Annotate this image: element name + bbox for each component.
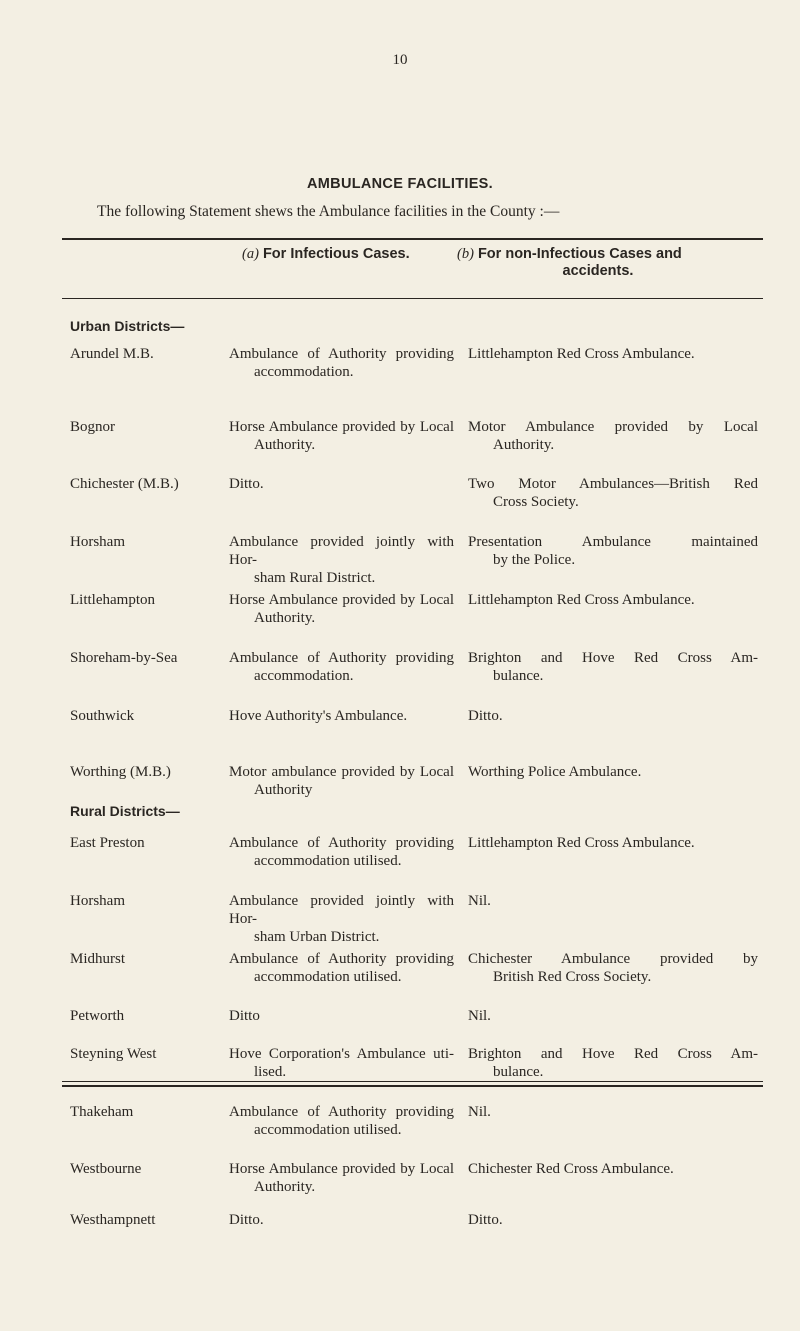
cell-line: Presentation Ambulance maintained (468, 534, 758, 550)
infectious-cases-cell (229, 475, 454, 493)
cell-line: Hove Corporation's Ambulance uti- (229, 1046, 454, 1062)
cell-line: Ditto (229, 1008, 260, 1024)
cell-line: Brighton and Hove Red Cross Am- (468, 1046, 758, 1062)
cell-line: accommodation utilised. (254, 1122, 402, 1138)
infectious-cases-cell (229, 707, 454, 725)
infectious-cases-cell (229, 1103, 454, 1139)
district-name: Arundel M.B. (70, 346, 154, 362)
non-infectious-cases-cell (468, 763, 758, 781)
non-infectious-cases-cell (468, 1103, 758, 1121)
district-name: Westhampnett (70, 1212, 156, 1228)
cell-line: Nil. (468, 893, 491, 909)
cell-line: Ditto. (229, 476, 264, 492)
column-letter-a: (a) (242, 246, 259, 262)
district-name: Bognor (70, 419, 115, 435)
cell-line: sham Rural District. (254, 570, 376, 586)
infectious-cases-cell (229, 649, 454, 685)
page-title: AMBULANCE FACILITIES. (307, 176, 493, 192)
district-name: Southwick (70, 708, 135, 724)
district-name: Petworth (70, 1008, 125, 1024)
cell-line: Authority. (254, 437, 316, 453)
cell-line: by the Police. (493, 552, 576, 568)
district-name: Horsham (70, 534, 125, 550)
cell-line: Horse Ambulance provided by Local (229, 1161, 454, 1177)
infectious-cases-cell (229, 950, 454, 986)
cell-line: accommodation utilised. (254, 853, 402, 869)
cell-line: Ditto. (468, 708, 503, 724)
cell-line: sham Urban District. (254, 929, 380, 945)
column-header-b-text-line2: accidents. (562, 263, 634, 279)
cell-line: Worthing Police Ambulance. (468, 764, 642, 780)
non-infectious-cases-cell (468, 950, 758, 986)
cell-line: Ditto. (468, 1212, 503, 1228)
table-top-rule (62, 238, 763, 240)
district-name: Steyning West (70, 1046, 157, 1062)
non-infectious-cases-cell (468, 591, 758, 609)
district-name: Westbourne (70, 1161, 142, 1177)
intro-text: The following Statement shews the Ambulance facilities in the County :— (97, 203, 560, 220)
non-infectious-cases-cell (468, 533, 758, 569)
non-infectious-cases-cell (468, 1160, 758, 1178)
non-infectious-cases-cell (468, 892, 758, 910)
cell-line: Chichester Red Cross Ambulance. (468, 1161, 674, 1177)
cell-line: lised. (254, 1064, 287, 1080)
cell-line: Ambulance of Authority providing (229, 1104, 454, 1120)
column-header-non-infectious (457, 246, 747, 280)
cell-line: Nil. (468, 1104, 491, 1120)
cell-line: British Red Cross Society. (493, 969, 652, 985)
infectious-cases-cell (229, 345, 454, 381)
cell-line: Ambulance of Authority providing (229, 951, 454, 967)
infectious-cases-cell (229, 418, 454, 454)
district-name: East Preston (70, 835, 145, 851)
cell-line: Two Motor Ambulances—British Red (468, 476, 758, 492)
cell-line: Chichester Ambulance provided by (468, 951, 758, 967)
non-infectious-cases-cell (468, 707, 758, 725)
cell-line: Nil. (468, 1008, 491, 1024)
infectious-cases-cell (229, 1007, 454, 1025)
infectious-cases-cell (229, 892, 454, 946)
cell-line: accommodation utilised. (254, 969, 402, 985)
cell-line: accommodation. (254, 668, 354, 684)
non-infectious-cases-cell (468, 1045, 758, 1081)
cell-line: Littlehampton Red Cross Ambulance. (468, 592, 695, 608)
page-number: 10 (392, 52, 408, 68)
table-header-rule (62, 298, 763, 299)
cell-line: Littlehampton Red Cross Ambulance. (468, 835, 695, 851)
non-infectious-cases-cell (468, 1007, 758, 1025)
cell-line: Littlehampton Red Cross Ambulance. (468, 346, 695, 362)
cell-line: Authority (254, 782, 313, 798)
district-name: Littlehampton (70, 592, 155, 608)
cell-line: Ambulance provided jointly with Hor- (229, 893, 454, 927)
table-bottom-rule (62, 1081, 763, 1082)
cell-line: Authority. (493, 437, 555, 453)
non-infectious-cases-cell (468, 834, 758, 852)
cell-line: Authority. (254, 1179, 316, 1195)
cell-line: Hove Authority's Ambulance. (229, 708, 408, 724)
column-header-b-text: For non-Infectious Cases and (473, 246, 682, 262)
cell-line: Motor Ambulance provided by Local (468, 419, 758, 435)
infectious-cases-cell (229, 834, 454, 870)
cell-line: Motor ambulance provided by Local (229, 764, 454, 780)
infectious-cases-cell (229, 1160, 454, 1196)
cell-line: Ambulance of Authority providing (229, 346, 454, 362)
infectious-cases-cell (229, 1045, 454, 1081)
cell-line: Cross Society. (493, 494, 579, 510)
cell-line: Ambulance provided jointly with Hor- (229, 534, 454, 568)
cell-line: Horse Ambulance provided by Local (229, 419, 454, 435)
district-name: Chichester (M.B.) (70, 476, 179, 492)
infectious-cases-cell (229, 533, 454, 587)
district-name: Midhurst (70, 951, 126, 967)
non-infectious-cases-cell (468, 345, 758, 363)
district-name: Worthing (M.B.) (70, 764, 171, 780)
section-heading: Rural Districts— (70, 803, 180, 819)
cell-line: Ambulance of Authority providing (229, 650, 454, 666)
column-header-a-text: For Infectious Cases. (258, 246, 410, 262)
district-name: Thakeham (70, 1104, 134, 1120)
infectious-cases-cell (229, 591, 454, 627)
cell-line: Ambulance of Authority providing (229, 835, 454, 851)
cell-line: Brighton and Hove Red Cross Am- (468, 650, 758, 666)
district-name: Shoreham-by-Sea (70, 650, 178, 666)
cell-line: Horse Ambulance provided by Local (229, 592, 454, 608)
column-letter-b: (b) (457, 246, 474, 262)
non-infectious-cases-cell (468, 418, 758, 454)
cell-line: Ditto. (229, 1212, 264, 1228)
district-name: Horsham (70, 893, 125, 909)
cell-line: accommodation. (254, 364, 354, 380)
infectious-cases-cell (229, 763, 454, 799)
infectious-cases-cell (229, 1211, 454, 1229)
section-heading: Urban Districts— (70, 318, 185, 334)
cell-line: bulance. (493, 668, 544, 684)
cell-line: Authority. (254, 610, 316, 626)
column-header-infectious (242, 246, 410, 263)
cell-line: bulance. (493, 1064, 544, 1080)
non-infectious-cases-cell (468, 1211, 758, 1229)
non-infectious-cases-cell (468, 649, 758, 685)
table-bottom-rule-thick (62, 1085, 763, 1087)
non-infectious-cases-cell (468, 475, 758, 511)
